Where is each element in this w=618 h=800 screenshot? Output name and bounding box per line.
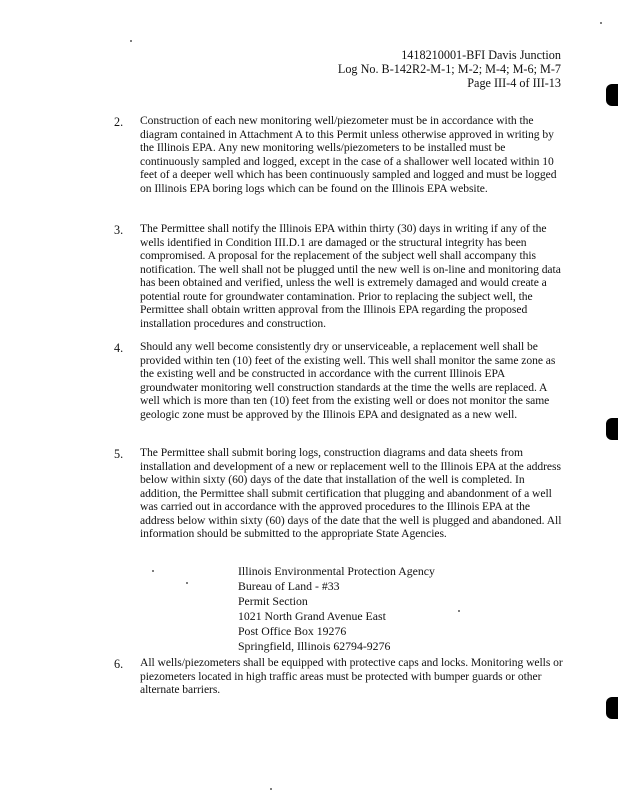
paragraph-item-4: Should any well become consistently dry or unserviceable, a replacement well shall be provided within ten (10) feet of the existing well. This well shall monitor the same zone as the existing well and be constructed in accordance with the current Illinois EPA groundwater monitoring well construction standards at the time the wells are replaced. A well which is more than ten (10) feet from the existing well or does not monitor the same geologic zone must be approved by the Illinois EPA and designated as a new well. xyxy=(140,340,556,421)
address-section: Permit Section xyxy=(238,594,308,608)
header-page-number: Page III-4 of III-13 xyxy=(467,76,561,90)
punch-hole-middle xyxy=(606,418,618,440)
scan-speck xyxy=(186,582,188,584)
address-bureau: Bureau of Land - #33 xyxy=(238,579,340,593)
scan-speck xyxy=(270,788,272,790)
punch-hole-bottom xyxy=(606,697,618,719)
address-street: 1021 North Grand Avenue East xyxy=(238,609,386,623)
scan-speck xyxy=(600,22,602,24)
address-agency: Illinois Environmental Protection Agency xyxy=(238,564,435,578)
paragraph-item-6: All wells/piezometers shall be equipped with protective caps and locks. Monitoring wells or piezometers located in high traffic areas must be protected with bumper guards or other alternate barriers. xyxy=(140,656,563,696)
mailing-address xyxy=(238,564,435,654)
header-log-number: Log No. B-142R2-M-1; M-2; M-4; M-6; M-7 xyxy=(337,62,561,76)
scan-speck xyxy=(458,610,460,612)
paragraph-item-2: Construction of each new monitoring well/piezometer must be in accordance with the diagram contained in Attachment A to this Permit unless otherwise approved in writing by the Illinois EPA. Any new monitoring wells/piezometers to be installed must be continuously sampled and logged, except in the case of a shallower well located within 10 feet of a deeper well which has been continuously sampled and logged and must be logged on Illinois EPA boring logs which can be found on the Illinois EPA website. xyxy=(140,114,557,195)
header-permit-number: 1418210001-BFI Davis Junction xyxy=(401,48,561,62)
paragraph-item-5: The Permittee shall submit boring logs, construction diagrams and data sheets from installation and development of a new or replacement well to the Illinois EPA at the address below within sixty (60) days of the date that installation of the well is completed. In addition, the Permittee shall submit certification that plugging and abandonment of a well was carried out in accordance with the approved procedures to the Illinois EPA at the address below within sixty (60) days of the date that the well is plugged and abandoned. All information should be submitted to the appropriate State Agencies. xyxy=(140,446,562,540)
item-number-5: 5. xyxy=(114,447,124,461)
item-number-2: 2. xyxy=(114,115,124,129)
paragraph-item-3: The Permittee shall notify the Illinois EPA within thirty (30) days in writing if any of the wells identified in Condition III.D.1 are damaged or the structural integrity has been compromised. A proposal for the replacement of the subject well shall accompany this notification. The well shall not be plugged until the new well is on-line and monitoring data has been obtained and verified, unless the well is extremely damaged and would create a potential route for groundwater contamination. Prior to replacing the subject well, the Permittee shall obtain written approval from the Illinois EPA regarding the proposed installation procedures and construction. xyxy=(140,222,561,330)
item-number-3: 3. xyxy=(114,223,124,237)
address-city: Springfield, Illinois 62794-9276 xyxy=(238,639,391,653)
item-number-4: 4. xyxy=(114,341,124,355)
scan-speck xyxy=(130,40,132,42)
item-number-6: 6. xyxy=(114,657,124,671)
address-po-box: Post Office Box 19276 xyxy=(238,624,347,638)
scan-speck xyxy=(152,570,154,572)
punch-hole-top xyxy=(606,84,618,106)
